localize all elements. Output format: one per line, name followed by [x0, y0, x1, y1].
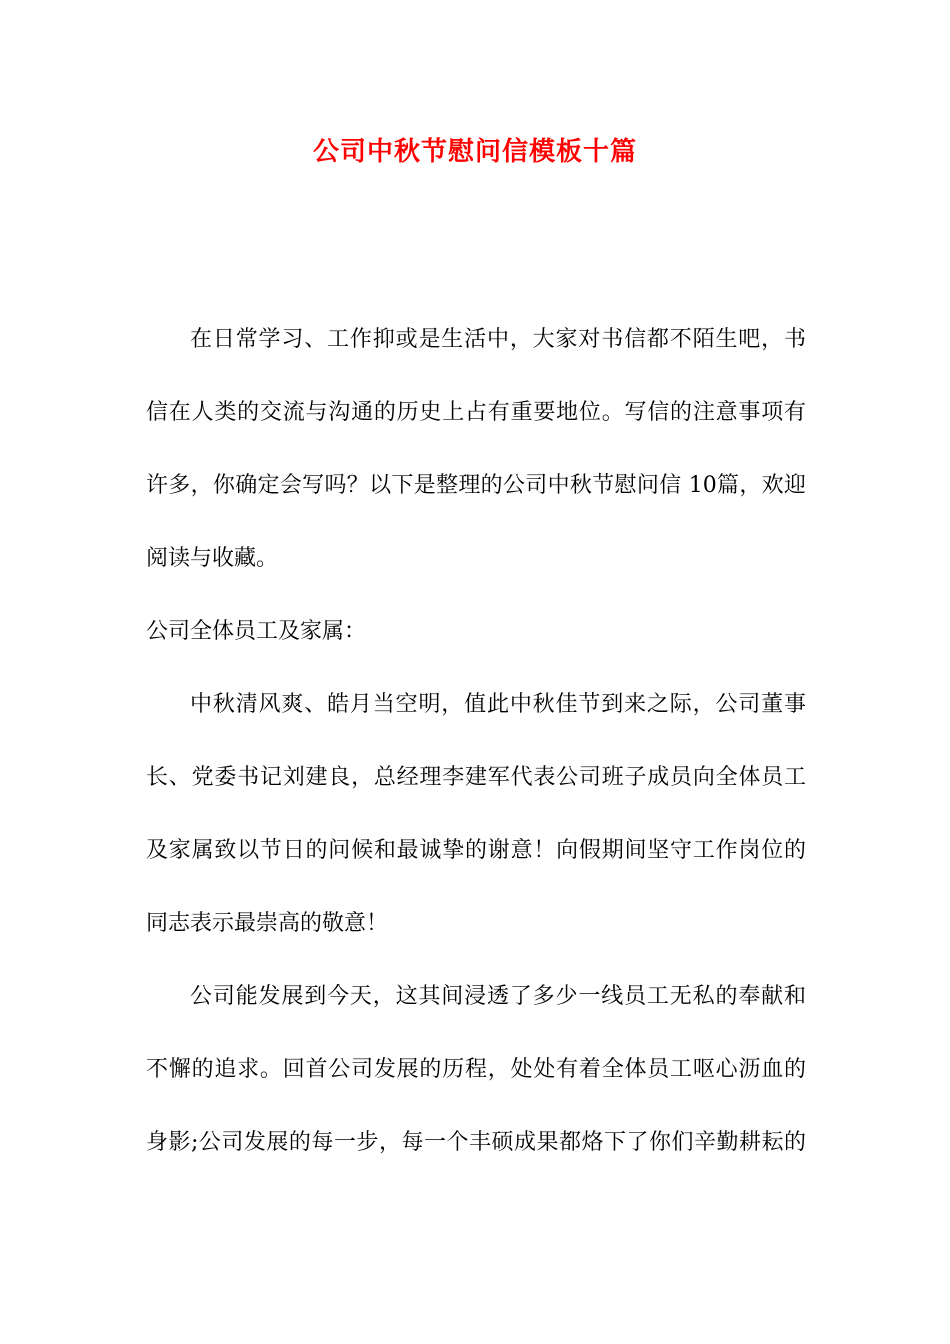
document-title: 公司中秋节慰问信模板十篇 [312, 137, 637, 167]
paragraph-line: 及家属致以节日的问候和最诚挚的谢意！向假期间坚守工作岗位的 [146, 838, 806, 863]
paragraph-line: 信在人类的交流与沟通的历史上占有重要地位。写信的注意事项有 [146, 400, 806, 425]
paragraph-line: 不懈的追求。回首公司发展的历程，处处有着全体员工呕心沥血的 [146, 1057, 806, 1082]
paragraph-line: 许多，你确定会写吗？以下是整理的公司中秋节慰问信 10篇，欢迎 [146, 473, 806, 498]
paragraph-line: 同志表示最崇高的敬意！ [146, 911, 389, 936]
paragraph-line: 阅读与收藏。 [146, 546, 279, 571]
paragraph-line: 公司能发展到今天，这其间浸透了多少一线员工无私的奉献和 [190, 984, 806, 1009]
document-body [146, 322, 806, 1198]
paragraph-line: 长、党委书记刘建良，总经理李建军代表公司班子成员向全体员工 [146, 765, 806, 790]
paragraph-line: 在日常学习、工作抑或是生活中，大家对书信都不陌生吧，书 [190, 327, 806, 352]
salutation-line: 公司全体员工及家属： [146, 619, 367, 644]
paragraph-line: 身影;公司发展的每一步，每一个丰硕成果都烙下了你们辛勤耕耘的 [146, 1130, 806, 1155]
paragraph-line: 中秋清风爽、皓月当空明，值此中秋佳节到来之际，公司董事 [190, 692, 806, 717]
